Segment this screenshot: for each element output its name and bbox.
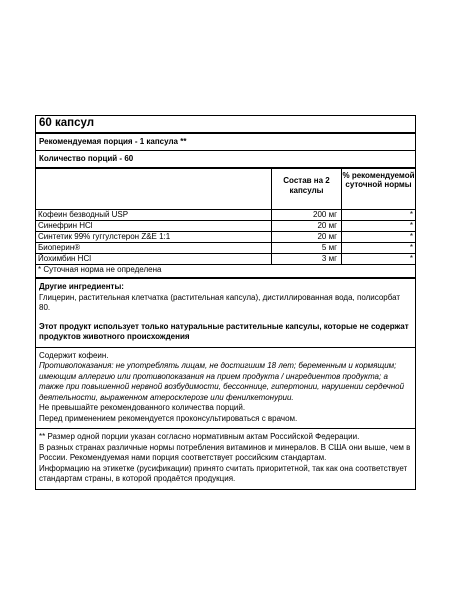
other-ingredients-section — [36, 279, 415, 348]
ingredient-percent: * — [409, 243, 413, 252]
table-row — [36, 243, 415, 254]
ingredient-name: Йохимбин HCl — [38, 254, 92, 263]
header-amount: Состав на 2 капсулы — [271, 169, 342, 209]
table-header — [36, 169, 415, 210]
ingredient-amount: 3 мг — [271, 254, 342, 264]
other-ingredients-text: Глицерин, растительная клетчатка (растительная капсула), дистиллированная вода, полисорбат 80. — [39, 292, 401, 312]
country-norms-note: В разных странах различные нормы потребления витаминов и минералов. В США они выше, чем в России. Рекомендуемая нами порция соответствует российским стандартам. — [39, 442, 411, 462]
table-row — [36, 232, 415, 243]
ingredient-percent: * — [409, 254, 413, 263]
label-priority-note: Информацию на этикетке (русификации) принято считать приоритетной, так как она соответствует стандартам страны, в которой продаётся продукция. — [39, 463, 408, 483]
capsule-count-title: 60 капсул — [36, 116, 415, 134]
vegetarian-capsule-note: Этот продукт использует только натуральные растительные капсулы, которые не содержат продуктов животного происхождения — [39, 321, 409, 341]
servings-count: Количество порций - 60 — [36, 151, 415, 169]
table-row — [36, 221, 415, 232]
header-name-cell — [36, 169, 271, 209]
daily-value-footnote: * Суточная норма не определена — [36, 265, 415, 279]
ingredient-amount: 5 мг — [271, 243, 342, 253]
ingredient-name: Синтетик 99% гуггулстерон Z&E 1:1 — [38, 232, 171, 241]
warnings-section — [36, 348, 415, 430]
ingredient-name: Кофеин безводный USP — [38, 210, 129, 219]
ingredient-percent: * — [409, 221, 413, 230]
ingredient-percent: * — [409, 210, 413, 219]
ingredient-amount: 20 мг — [271, 232, 342, 242]
caffeine-warning: Содержит кофеин. — [39, 350, 109, 360]
ingredient-name: Биоперин® — [38, 243, 81, 252]
table-row — [36, 210, 415, 221]
contraindications-text: Противопоказания: не употреблять лицам, не достигшим 18 лет; беременным и кормящим; имеющим аллергию или противопоказания на прием продукта / ингредиентов продукта; а также при повышенной нервной возбудимости, бессоннице, гипертонии, нарушении сердечной деятельности, выраженном атеросклерозе или фенилкетонурии. — [39, 361, 405, 402]
ingredient-name: Синефрин HCl — [38, 221, 93, 230]
dose-warning: Не превышайте рекомендованного количества порций. — [39, 403, 246, 412]
supplement-facts-panel — [35, 115, 416, 490]
other-ingredients-heading: Другие ингредиенты: — [39, 282, 124, 291]
serving-size: Рекомендуемая порция - 1 капсула ** — [36, 134, 415, 151]
regulatory-section — [36, 429, 415, 489]
ingredient-amount: 200 мг — [271, 210, 342, 220]
ingredient-amount: 20 мг — [271, 221, 342, 231]
header-percent: % рекомендуемой суточной нормы — [342, 171, 415, 189]
table-row — [36, 254, 415, 265]
serving-regulation-note: ** Размер одной порции указан согласно нормативным актам Российской Федерации. — [39, 432, 360, 441]
doctor-warning: Перед применением рекомендуется проконсультироваться с врачом. — [39, 413, 298, 423]
ingredient-percent: * — [409, 232, 413, 241]
